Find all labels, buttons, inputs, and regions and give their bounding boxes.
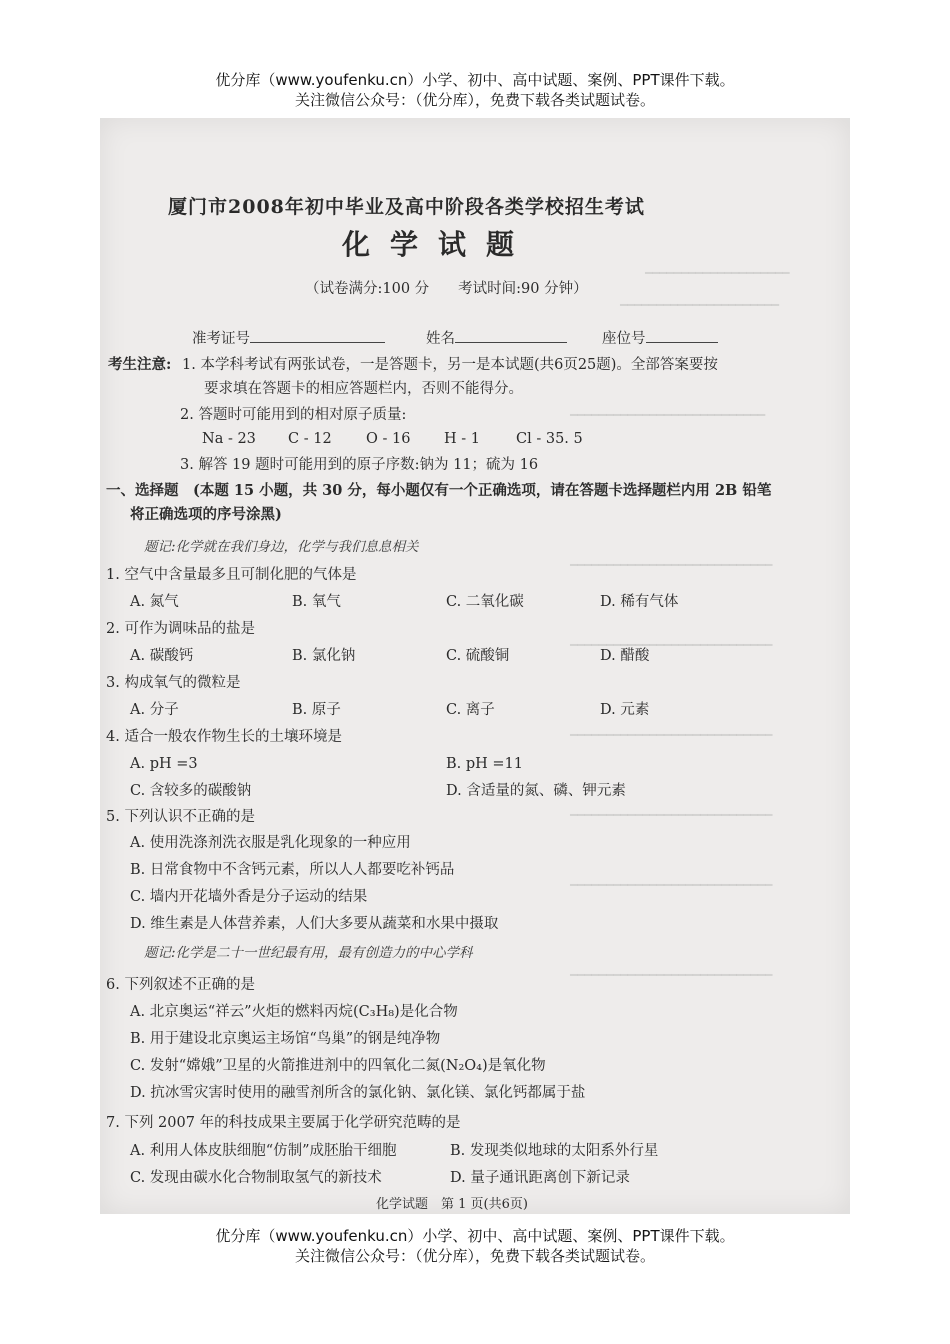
bleed-through-artifact: ━━━━━━━━━━━━━━━━━━━━━━━━━━━━	[570, 808, 773, 822]
banner-line-1: 优分库（www.youfenku.cn）小学、初中、高中试题、案例、PPT课件下载。	[215, 71, 735, 89]
question-6-option-b: B. 用于建设北京奥运主场馆“鸟巢”的钢是纯净物	[130, 1031, 441, 1047]
name-field	[426, 328, 567, 348]
question-3-option-a: A. 分子	[130, 702, 179, 718]
question-1-option-a: A. 氮气	[130, 594, 179, 610]
banner-line-1: 优分库（www.youfenku.cn）小学、初中、高中试题、案例、PPT课件下载。	[215, 1227, 735, 1245]
atomic-mass-c: C - 12	[288, 431, 332, 447]
seat-label: 座位号	[602, 331, 646, 347]
question-3-option-b: B. 原子	[292, 702, 341, 718]
question-2-option-b: B. 氯化钠	[292, 648, 356, 664]
section-heading-cont: 将正确选项的序号涂黑)	[130, 506, 282, 523]
candidate-id-blank	[250, 328, 385, 343]
question-5-option-d: D. 维生素是人体营养素，人们大多要从蔬菜和水果中摄取	[130, 916, 499, 932]
atomic-mass-cl: Cl - 35. 5	[516, 431, 583, 447]
question-5-option-b: B. 日常食物中不含钙元素，所以人人都要吃补钙品	[130, 862, 455, 878]
question-4-stem: 4. 适合一般农作物生长的土壤环境是	[106, 729, 342, 745]
seat-blank	[646, 328, 718, 343]
notice-item-3: 3. 解答 19 题时可能用到的原子序数:钠为 11；硫为 16	[180, 457, 539, 473]
question-3-option-c: C. 离子	[446, 702, 495, 718]
question-6-option-c: C. 发射“嫦娥”卫星的火箭推进剂中的四氧化二氮(N₂O₄)是氧化物	[130, 1058, 546, 1074]
name-label: 姓名	[426, 331, 455, 347]
question-3-option-d: D. 元素	[600, 702, 650, 718]
page-footer: 化学试题 第 1 页(共6页)	[376, 1197, 528, 1212]
question-7-option-b: B. 发现类似地球的太阳系外行星	[450, 1143, 659, 1159]
question-2-option-d: D. 醋酸	[600, 648, 650, 664]
notice-item-1-cont: 要求填在答题卡的相应答题栏内，否则不能得分。	[204, 381, 523, 397]
section-note-2: 题记:化学是二十一世纪最有用，最有创造力的中心学科	[144, 945, 473, 961]
notice-item-2: 2. 答题时可能用到的相对原子质量:	[180, 407, 407, 423]
banner-line-2: 关注微信公众号：（优分库），免费下载各类试题试卷。	[294, 91, 655, 109]
candidate-id-field	[192, 328, 385, 348]
name-blank	[455, 328, 567, 343]
question-4-option-c: C. 含较多的碳酸钠	[130, 783, 252, 799]
bleed-through-artifact: ━━━━━━━━━━━━━━━━━━━━━━━━━━━━	[570, 878, 773, 892]
question-4-option-b: B. pH =11	[446, 756, 524, 772]
question-1-option-b: B. 氧气	[292, 594, 341, 610]
section-note-1: 题记:化学就在我们身边，化学与我们息息相关	[144, 539, 419, 555]
question-5-option-c: C. 墙内开花墙外香是分子运动的结果	[130, 889, 368, 905]
question-3-stem: 3. 构成氧气的微粒是	[106, 675, 241, 691]
scanned-exam-page	[100, 118, 850, 1214]
notice-item-1: 1. 本学科考试有两张试卷，一是答题卡，另一是本试题(共6页25题)。全部答案要按	[182, 357, 718, 373]
section-heading: 一、选择题 (本题 15 小题，共 30 分，每小题仅有一个正确选项，请在答题卡选择题栏内用 2B 铅笔	[106, 482, 772, 499]
question-7-stem: 7. 下列 2007 年的科技成果主要属于化学研究范畴的是	[106, 1115, 461, 1131]
bleed-through-artifact: ━━━━━━━━━━━━━━━━━━━━━━━━━━━	[570, 408, 766, 422]
question-2-stem: 2. 可作为调味品的盐是	[106, 621, 255, 637]
exam-meta: （试卷满分:100 分 考试时间:90 分钟）	[305, 281, 588, 297]
question-2-option-a: A. 碳酸钙	[130, 648, 194, 664]
question-6-option-d: D. 抗冰雪灾害时使用的融雪剂所含的氯化钠、氯化镁、氯化钙都属于盐	[130, 1085, 586, 1101]
atomic-mass-o: O - 16	[366, 431, 411, 447]
bleed-through-artifact: ━━━━━━━━━━━━━━━━━━━━━━━━━━━━	[570, 728, 773, 742]
question-7-option-a: A. 利用人体皮肤细胞“仿制”成胚胎干细胞	[130, 1143, 397, 1159]
atomic-mass-h: H - 1	[444, 431, 480, 447]
question-5-stem: 5. 下列认识不正确的是	[106, 809, 255, 825]
question-6-stem: 6. 下列叙述不正确的是	[106, 977, 255, 993]
banner-line-2: 关注微信公众号：（优分库），免费下载各类试题试卷。	[294, 1247, 655, 1265]
bleed-through-artifact: ━━━━━━━━━━━━━━━━━━━━━━━━━━━━	[570, 638, 773, 652]
exam-title: 厦门市2008年初中毕业及高中阶段各类学校招生考试	[168, 196, 645, 218]
notice-label: 考生注意:	[108, 356, 172, 373]
bleed-through-artifact: ━━━━━━━━━━━━━━━━━━━━━━━━━━━━	[570, 558, 773, 572]
footer-banner	[0, 1226, 950, 1266]
question-1-stem: 1. 空气中含量最多且可制化肥的气体是	[106, 567, 357, 583]
candidate-id-label: 准考证号	[192, 331, 250, 347]
subject-title: 化学试题	[342, 228, 535, 261]
question-5-option-a: A. 使用洗涤剂洗衣服是乳化现象的一种应用	[130, 835, 411, 851]
atomic-mass-na: Na - 23	[202, 431, 256, 447]
seat-field	[602, 328, 718, 348]
question-1-option-c: C. 二氧化碳	[446, 594, 524, 610]
question-6-option-a: A. 北京奥运“祥云”火炬的燃料丙烷(C₃H₈)是化合物	[130, 1004, 458, 1020]
bleed-through-artifact: ━━━━━━━━━━━━━━━━━━━━	[645, 266, 790, 280]
bleed-through-artifact: ━━━━━━━━━━━━━━━━━━━━━━━━━━━━	[570, 968, 773, 982]
header-banner	[0, 70, 950, 110]
question-1-option-d: D. 稀有气体	[600, 594, 679, 610]
question-7-option-d: D. 量子通讯距离创下新记录	[450, 1170, 630, 1186]
question-4-option-d: D. 含适量的氮、磷、钾元素	[446, 783, 626, 799]
bleed-through-artifact: ━━━━━━━━━━━━━━━━━━━━━━	[620, 298, 779, 312]
question-7-option-c: C. 发现由碳水化合物制取氢气的新技术	[130, 1170, 382, 1186]
question-2-option-c: C. 硫酸铜	[446, 648, 510, 664]
question-4-option-a: A. pH =3	[130, 756, 198, 772]
